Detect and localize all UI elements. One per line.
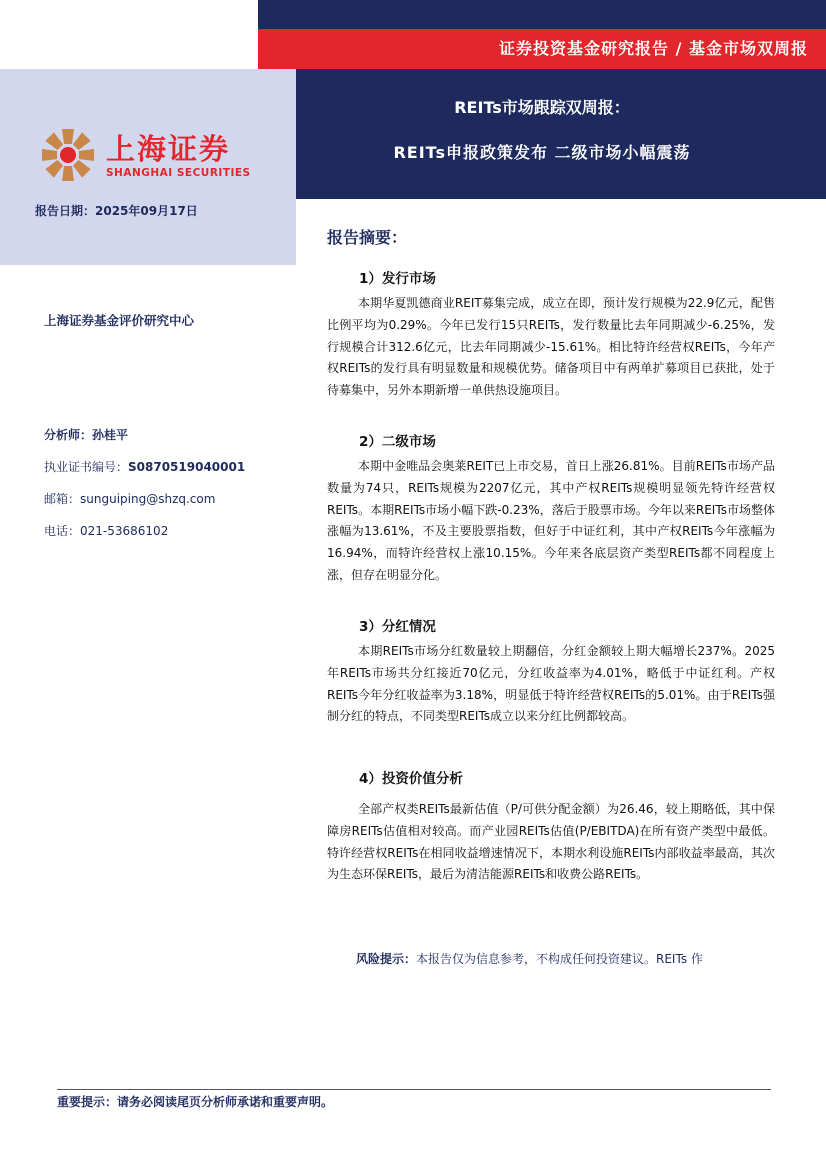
footer-divider	[57, 1089, 771, 1090]
brand-name-en: SHANGHAI SECURITIES	[106, 167, 251, 179]
report-date: 报告日期：2025年09月17日	[35, 204, 198, 218]
phone-number: 021-53686102	[80, 524, 169, 538]
cert-line	[44, 458, 245, 475]
risk-notice	[356, 950, 703, 967]
phone-line	[44, 522, 168, 539]
section-heading: 4）投资价值分析	[359, 771, 463, 787]
footer-disclaimer: 重要提示：请务必阅读尾页分析师承诺和重要声明。	[57, 1095, 334, 1109]
research-center: 上海证券基金评价研究中心	[44, 313, 195, 328]
email-line	[44, 490, 215, 507]
section-secondary-market	[327, 430, 775, 587]
section-body: 本期中金唯品会奥莱REIT已上市交易，首日上涨26.81%。目前REITs市场产品数量为74只，REITs规模为2207亿元，其中产权REITs规模明显领先特许经营权REITs。本期REITs市场小幅下跌-0.23%，落后于股票市场。今年以来REITs市场整体涨幅为13.61%，不及主要股票指数，但好于中证红利，其中产权REITs今年涨幅为16.94%，而特许经营权上涨10.15%。今年来各底层资产类型REITs都不同程度上涨，但存在明显分化。	[327, 459, 775, 582]
section-heading: 2）二级市场	[359, 434, 436, 450]
phone-label: 电话：	[44, 524, 81, 538]
summary-title: 报告摘要：	[327, 228, 408, 247]
shanghai-securities-logo-icon	[40, 127, 96, 183]
title-block	[258, 69, 826, 199]
report-type-banner: 证券投资基金研究报告 / 基金市场双周报	[258, 29, 826, 69]
header-top-band	[258, 0, 826, 29]
brand-name-cn: 上海证券	[106, 132, 231, 166]
report-title-line1: REITs市场跟踪双周报：	[454, 98, 630, 117]
section-heading: 1）发行市场	[359, 271, 436, 287]
section-body: 本期华夏凯德商业REIT募集完成，成立在即，预计发行规模为22.9亿元，配售比例平均为0.29%。今年已发行15只REITs，发行数量比去年同期减少-6.25%，发行规模合计312.6亿元，比去年同期减少-15.61%。相比特许经营权REITs，今年产权REITs的发行具有明显数量和规模优势。储备项目中有两单扩募项目已获批，处于待募集中，另外本期新增一单供热设施项目。	[327, 296, 775, 398]
analyst-name: 分析师：孙桂平	[44, 428, 129, 442]
section-dividends	[327, 615, 775, 728]
section-issuance	[327, 267, 775, 402]
cert-number: S0870519040001	[128, 460, 246, 474]
section-body: 全部产权类REITs最新估值（P/可供分配金额）为26.46，较上期略低，其中保障房REITs估值相对较高。而产业园REITs估值(P/EBITDA)在所有资产类型中最低。特许经营权REITs在相同收益增速情况下，本期水利设施REITs内部收益率最高，其次为生态环保REITs，最后为清洁能源REITs和收费公路REITs。	[327, 802, 775, 882]
report-title-line2: REITs申报政策发布 二级市场小幅震荡	[393, 143, 691, 162]
cert-label: 执业证书编号：	[44, 460, 129, 474]
email-label: 邮箱：	[44, 492, 81, 506]
section-heading: 3）分红情况	[359, 619, 436, 635]
email-link[interactable]: sunguiping@shzq.com	[80, 492, 216, 506]
section-valuation	[327, 767, 775, 886]
risk-text: 本报告仅为信息参考，不构成任何投资建议。REITs 作	[416, 952, 703, 966]
risk-label: 风险提示：	[356, 952, 417, 966]
section-body: 本期REITs市场分红数量较上期翻倍，分红金额较上期大幅增长237%。2025年REITs市场共分红接近70亿元，分红收益率为4.01%，略低于中证红利。产权REITs今年分红收益率为3.18%，明显低于特许经营权REITs的5.01%。由于REITs强制分红的特点，不同类型REITs成立以来分红比例都较高。	[327, 644, 775, 724]
